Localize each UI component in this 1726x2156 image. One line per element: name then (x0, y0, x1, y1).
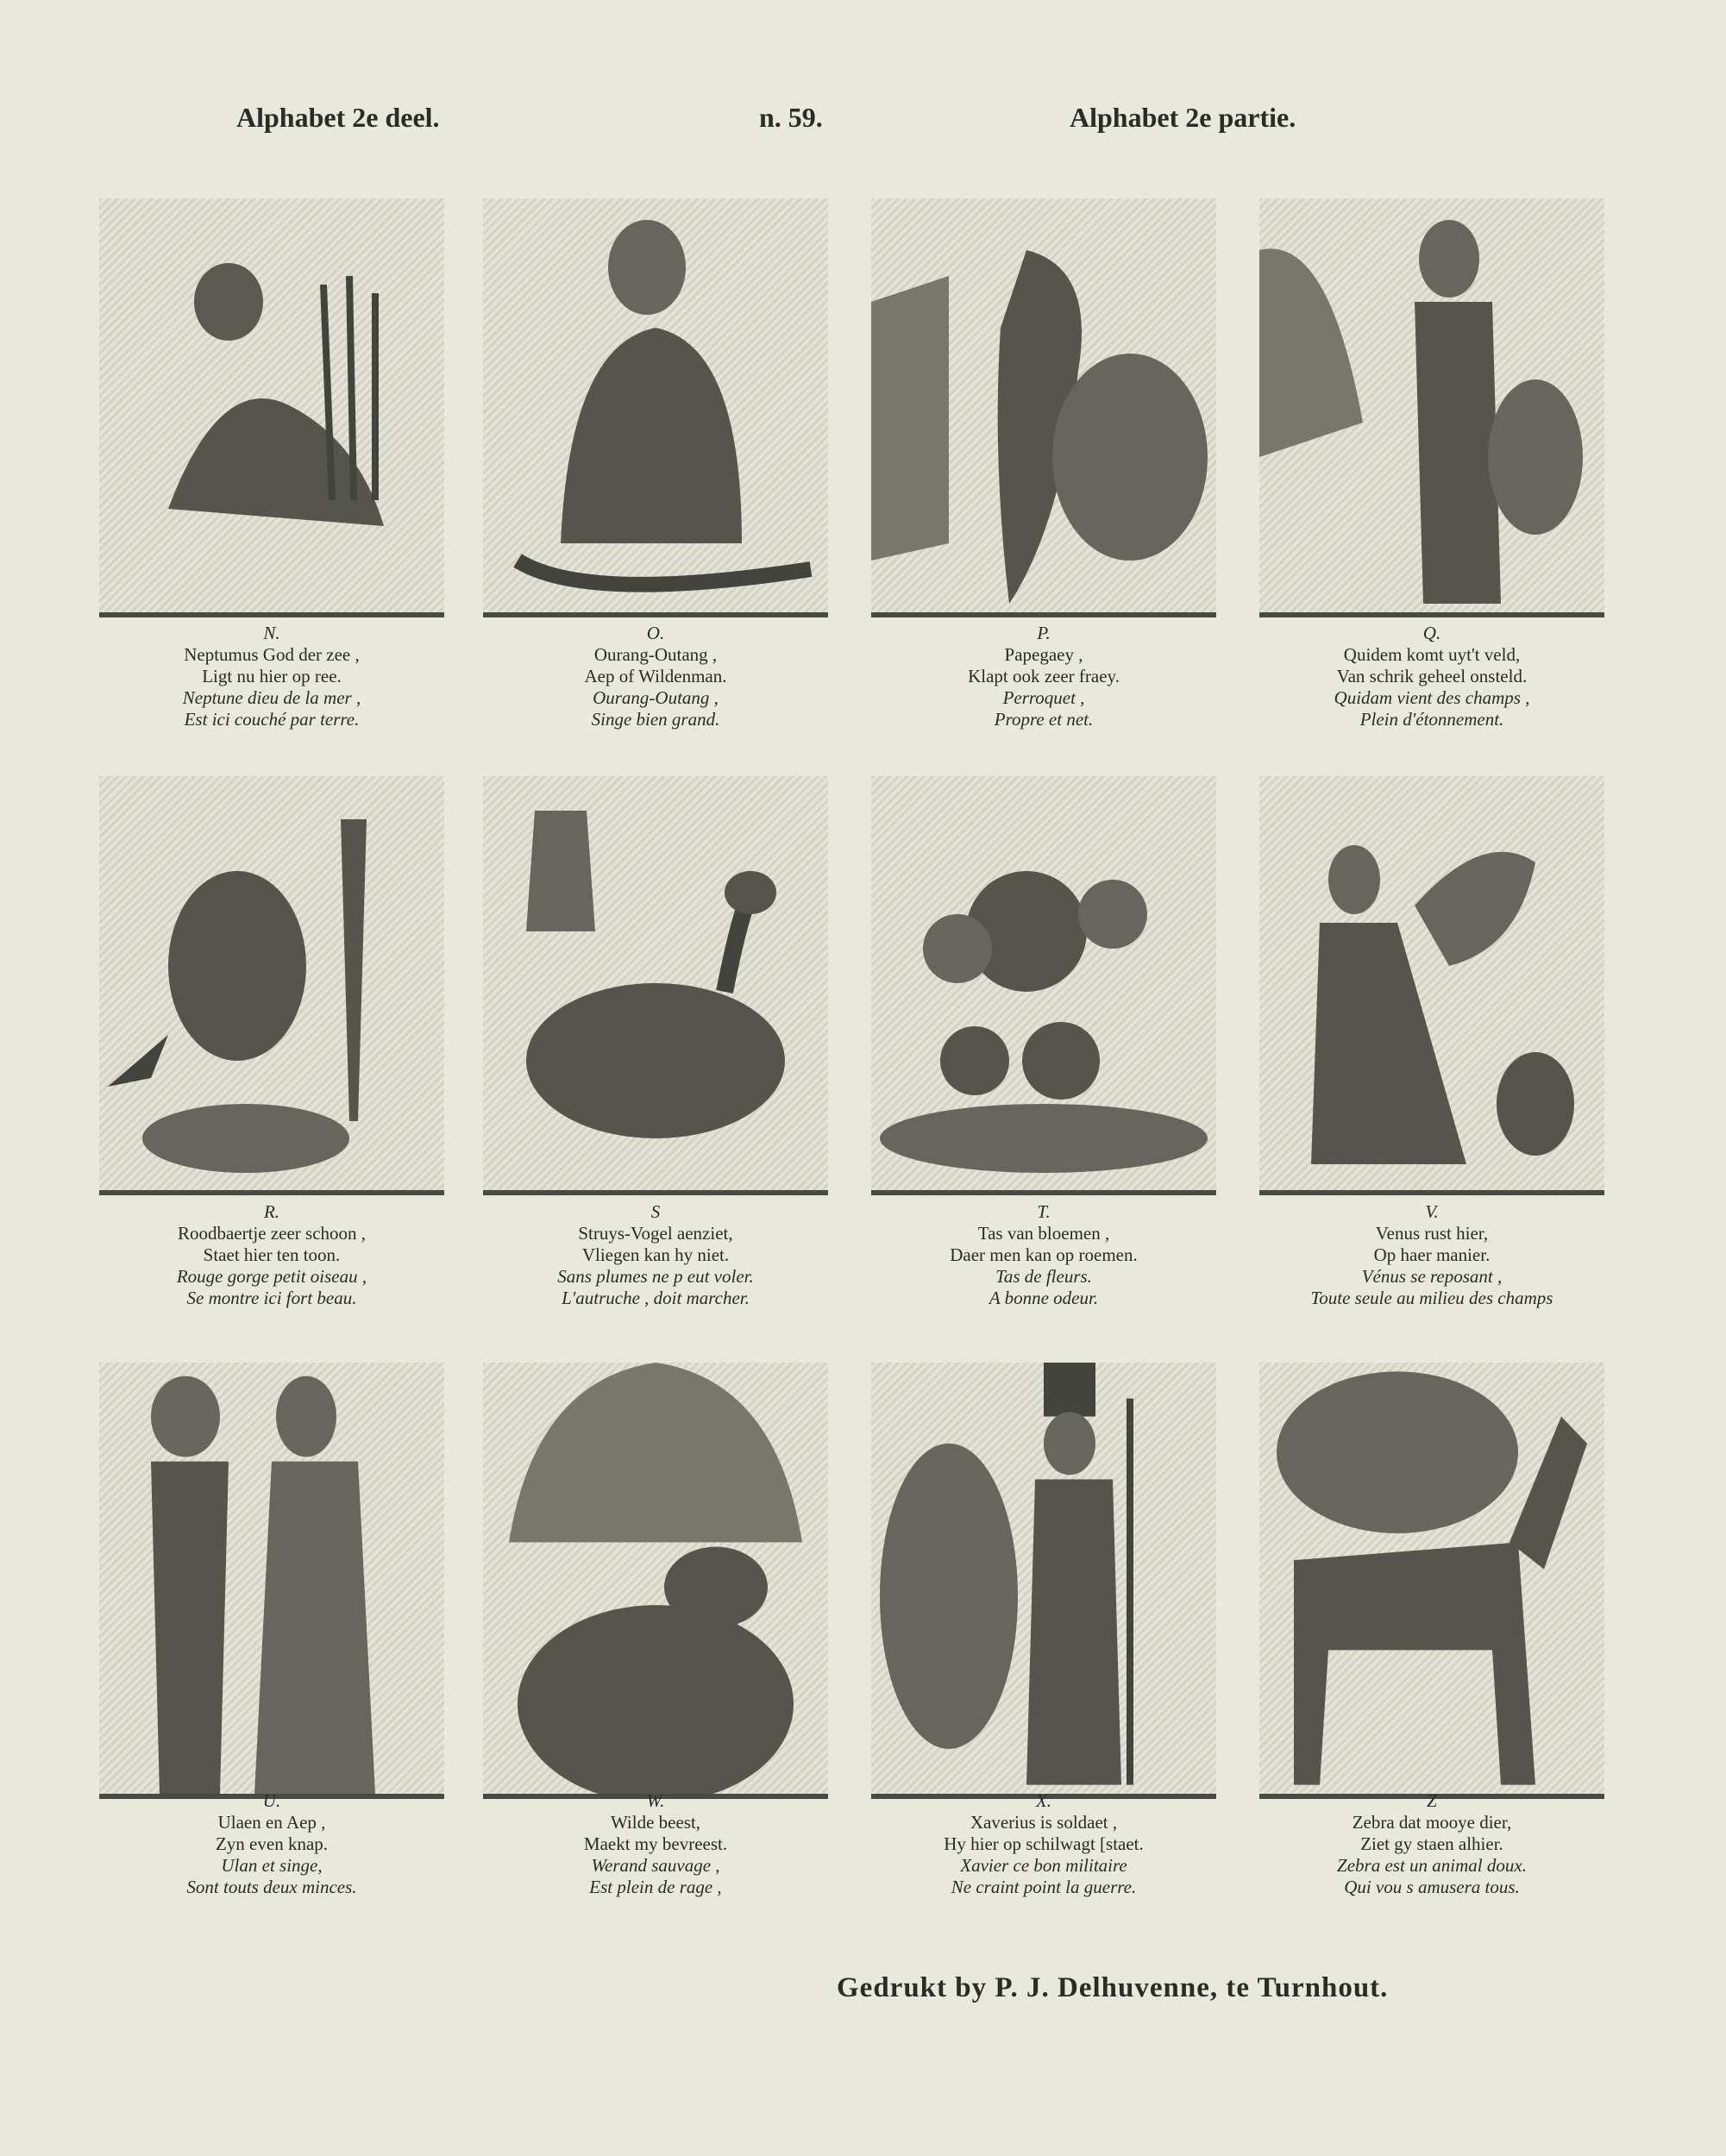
dutch-verse-line: Staet hier ten toon. (203, 1244, 341, 1265)
french-verse-line: Ulan et singe, (221, 1855, 323, 1876)
dutch-verse-line: Quidem komt uyt't veld, (1343, 644, 1521, 665)
zebra-figure-icon (1259, 1363, 1604, 1794)
bear-figure-icon (483, 1363, 828, 1794)
dutch-verse-line: Ligt nu hier op ree. (202, 666, 342, 686)
french-verse-line: L'autruche , doit marcher. (562, 1288, 750, 1308)
french-verse-line: Propre et net. (994, 709, 1094, 730)
sheet-number: n. 59. (759, 102, 823, 133)
french-verse-line: Sans plumes ne p eut voler. (557, 1266, 754, 1287)
ostrich-figure-icon (483, 776, 828, 1190)
letter-label: O. (646, 623, 665, 643)
french-verse-line: Werand sauvage , (591, 1855, 720, 1876)
dutch-verse-line: Papegaey , (1004, 644, 1083, 665)
caption-1 (99, 623, 444, 730)
french-verse-line: Perroquet , (1002, 687, 1085, 708)
printer-imprint: Gedrukt by P. J. Delhuvenne, te Turnhout. (837, 1972, 1389, 2003)
dutch-verse-line: Roodbaertje zeer schoon , (177, 1223, 367, 1244)
caption-5 (99, 1201, 444, 1309)
dutch-verse-line: Van schrik geheel onsteld. (1336, 666, 1528, 686)
caption-10 (483, 1790, 828, 1898)
caption-11 (871, 1790, 1216, 1898)
dutch-verse-line: Neptumus God der zee , (184, 644, 360, 665)
french-verse-line: Neptune dieu de la mer , (182, 687, 361, 708)
dutch-verse-line: Op haer manier. (1373, 1244, 1491, 1265)
dutch-verse-line: Ziet gy staen alhier. (1360, 1833, 1503, 1854)
dutch-verse-line: Vliegen kan hy niet. (581, 1244, 730, 1265)
ulan-monkey-figure-icon (99, 1363, 444, 1794)
parrot-figure-icon (871, 198, 1216, 612)
caption-2 (483, 623, 828, 730)
letter-label: Q. (1422, 623, 1441, 643)
french-verse-line: Ne craint point la guerre. (951, 1877, 1137, 1897)
dutch-verse-line: Maekt my bevreest. (583, 1833, 728, 1854)
robin-woodcut (99, 776, 444, 1195)
soldier-figure-icon (871, 1363, 1216, 1794)
flower-bouquet-figure-icon (871, 776, 1216, 1190)
header-right-title: Alphabet 2e partie. (1070, 102, 1296, 133)
french-verse-line: Ourang-Outang , (593, 687, 719, 708)
dutch-verse-line: Klapt ook zeer fraey. (968, 666, 1120, 686)
dutch-verse-line: Wilde beest, (610, 1812, 701, 1833)
french-verse-line: Se montre ici fort beau. (186, 1288, 357, 1308)
caption-8 (1259, 1201, 1604, 1309)
french-verse-line: Qui vou s amusera tous. (1344, 1877, 1520, 1897)
venus-woodcut (1259, 776, 1604, 1195)
french-verse-line: Toute seule au milieu des champs (1310, 1288, 1553, 1308)
ulan-monkey-woodcut (99, 1363, 444, 1799)
french-verse-line: Plein d'étonnement. (1359, 709, 1504, 730)
french-verse-line: Tas de fleurs. (995, 1266, 1092, 1287)
letter-label: Z (1427, 1790, 1437, 1811)
letter-label: S (650, 1201, 661, 1222)
woman-basket-woodcut (1259, 198, 1604, 617)
bear-woodcut (483, 1363, 828, 1799)
letter-label: U. (262, 1790, 281, 1811)
caption-6 (483, 1201, 828, 1309)
dutch-verse-line: Ourang-Outang , (593, 644, 718, 665)
letter-label: P. (1037, 623, 1051, 643)
dutch-verse-line: Daer men kan op roemen. (950, 1244, 1138, 1265)
dutch-verse-line: Zyn even knap. (215, 1833, 329, 1854)
header-left-title: Alphabet 2e deel. (236, 102, 440, 133)
neptune-woodcut (99, 198, 444, 617)
dutch-verse-line: Hy hier op schilwagt [staet. (944, 1833, 1144, 1854)
dutch-verse-line: Struys-Vogel aenziet, (578, 1223, 733, 1244)
letter-label: R. (263, 1201, 280, 1222)
caption-4 (1259, 623, 1604, 730)
dutch-verse-line: Ulaen en Aep , (217, 1812, 326, 1833)
french-verse-line: Est plein de rage , (589, 1877, 722, 1897)
orangutan-woodcut (483, 198, 828, 617)
french-verse-line: Singe bien grand. (591, 709, 720, 730)
venus-figure-icon (1259, 776, 1604, 1190)
ostrich-woodcut (483, 776, 828, 1195)
dutch-verse-line: Venus rust hier, (1375, 1223, 1489, 1244)
dutch-verse-line: Aep of Wildenman. (584, 666, 727, 686)
french-verse-line: Zebra est un animal doux. (1337, 1855, 1527, 1876)
letter-label: T. (1037, 1201, 1051, 1222)
orangutan-figure-icon (483, 198, 828, 612)
dutch-verse-line: Xaverius is soldaet , (970, 1812, 1118, 1833)
french-verse-line: Quidam vient des champs , (1334, 687, 1530, 708)
flower-bouquet-woodcut (871, 776, 1216, 1195)
parrot-woodcut (871, 198, 1216, 617)
caption-9 (99, 1790, 444, 1898)
caption-12 (1259, 1790, 1604, 1898)
soldier-woodcut (871, 1363, 1216, 1799)
french-verse-line: A bonne odeur. (989, 1288, 1099, 1308)
letter-label: W. (646, 1790, 665, 1811)
neptune-figure-icon (99, 198, 444, 612)
letter-label: X. (1035, 1790, 1052, 1811)
french-verse-line: Vénus se reposant , (1361, 1266, 1503, 1287)
robin-figure-icon (99, 776, 444, 1190)
caption-7 (871, 1201, 1216, 1309)
dutch-verse-line: Zebra dat mooye dier, (1352, 1812, 1512, 1833)
french-verse-line: Est ici couché par terre. (184, 709, 360, 730)
zebra-woodcut (1259, 1363, 1604, 1799)
woman-basket-figure-icon (1259, 198, 1604, 612)
french-verse-line: Rouge gorge petit oiseau , (176, 1266, 367, 1287)
french-verse-line: Sont touts deux minces. (186, 1877, 357, 1897)
dutch-verse-line: Tas van bloemen , (977, 1223, 1110, 1244)
caption-3 (871, 623, 1216, 730)
letter-label: V. (1425, 1201, 1439, 1222)
letter-label: N. (263, 623, 280, 643)
french-verse-line: Xavier ce bon militaire (960, 1855, 1127, 1876)
